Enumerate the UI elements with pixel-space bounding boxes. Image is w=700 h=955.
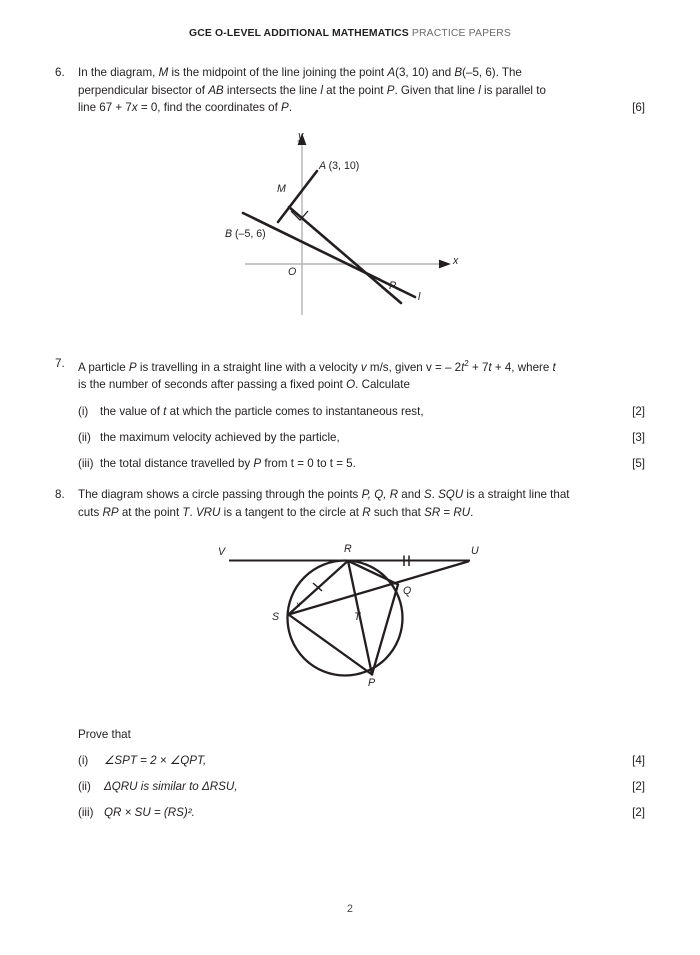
prove-body bbox=[78, 726, 645, 822]
question-8-part-i-marks: [4] bbox=[632, 754, 645, 768]
label-point-B: B (–5, 6) bbox=[225, 228, 266, 240]
question-6 bbox=[55, 64, 645, 117]
question-6-line-2 bbox=[78, 82, 645, 100]
angle-mark-S: x bbox=[296, 599, 301, 609]
q8-l2-R: R bbox=[362, 505, 371, 519]
prove-text-i: ∠SPT = 2 × ∠QPT, bbox=[104, 754, 207, 768]
running-header bbox=[0, 28, 700, 39]
q6-l1-m: M bbox=[158, 66, 169, 79]
q7-l1-t2: t bbox=[488, 360, 492, 374]
q8-l2-RP: RP bbox=[102, 505, 119, 519]
question-6-marks: [6] bbox=[632, 101, 645, 115]
label-point-S: S bbox=[272, 611, 280, 623]
q8-l2-e: such that bbox=[370, 505, 425, 519]
label-x-axis: x bbox=[453, 255, 459, 267]
question-8-prove-block bbox=[55, 726, 645, 822]
q8-l2-VRU: VRU bbox=[195, 505, 221, 519]
prove-label-i: (i) bbox=[78, 754, 89, 768]
label-point-V: V bbox=[218, 546, 226, 558]
q8-l1-a: The diagram shows a circle passing through the points bbox=[78, 488, 362, 501]
q7-l2-a: is the number of seconds after passing a fixed point bbox=[78, 378, 347, 392]
question-8-part-iii-marks: [2] bbox=[632, 806, 645, 820]
question-8 bbox=[55, 486, 645, 521]
q6-l1-B: B bbox=[454, 66, 463, 79]
label-point-P: P bbox=[389, 280, 397, 292]
label-point-M: M bbox=[277, 183, 286, 195]
q6-l2-e: is parallel to bbox=[480, 83, 546, 97]
part-label-i: (i) bbox=[78, 404, 89, 418]
prove-label-iii: (iii) bbox=[78, 806, 94, 820]
q6-l1-A: A bbox=[387, 66, 396, 79]
q8-l2-d: is a tangent to the circle at bbox=[220, 505, 363, 519]
prove-text-ii: ΔQRU is similar to ΔRSU, bbox=[104, 780, 238, 794]
q7-iii-b: from t = 0 to t = 5. bbox=[261, 456, 356, 470]
label-point-Q: Q bbox=[403, 585, 412, 597]
label-y-axis: y bbox=[298, 130, 304, 142]
q8-l2-c: . bbox=[189, 505, 196, 519]
question-7-text bbox=[78, 355, 645, 472]
q7-l1-d: + 7 bbox=[468, 360, 489, 374]
x-axis-arrowhead bbox=[439, 260, 451, 269]
circle-geometry-svg bbox=[212, 527, 492, 712]
q6-l1-b: is the midpoint of the line joining the point bbox=[168, 66, 388, 79]
q6-l3-c: . bbox=[288, 101, 292, 115]
q6-l3-P: P bbox=[281, 101, 289, 115]
label-origin: O bbox=[288, 266, 297, 278]
question-6-text bbox=[78, 64, 645, 117]
question-6-line-3 bbox=[78, 99, 645, 117]
label-point-U: U bbox=[471, 545, 479, 557]
label-line-l: l bbox=[418, 291, 421, 303]
q6-l2-P: P bbox=[386, 83, 395, 97]
q7-iii-a: the total distance travelled by bbox=[100, 456, 254, 470]
question-7 bbox=[55, 355, 645, 472]
question-7-part-iii-marks: [5] bbox=[632, 456, 645, 470]
q8-l2-SR: SR bbox=[424, 505, 441, 519]
prove-text-iii: QR × SU = (RS)². bbox=[104, 806, 195, 820]
q6-l2-l: l bbox=[320, 83, 323, 97]
chord-SP bbox=[289, 615, 373, 675]
label-point-T: T bbox=[354, 611, 361, 623]
q7-l1-c: m/s, given v = – 2 bbox=[366, 360, 462, 374]
coordinate-diagram-svg bbox=[215, 125, 490, 325]
q7-l2-O: O bbox=[346, 378, 356, 392]
q6-l1-c: (3, 10) and bbox=[395, 66, 455, 79]
q7-l1-v: v bbox=[360, 360, 367, 374]
label-point-A: A (3, 10) bbox=[319, 160, 360, 172]
question-7-part-ii-marks: [3] bbox=[632, 430, 645, 444]
page-number: 2 bbox=[347, 903, 353, 915]
question-6-line-1 bbox=[78, 64, 645, 82]
q7-l1-sup: 2 bbox=[464, 359, 469, 368]
q7-i-b: at which the particle comes to instantaneous rest, bbox=[166, 404, 424, 418]
q8-l2-g: . bbox=[470, 505, 474, 519]
question-8-line-2 bbox=[78, 504, 645, 522]
q6-l3-b: = 0, find the coordinates of bbox=[137, 101, 282, 115]
chord-RQ bbox=[348, 561, 398, 585]
q6-l2-a: perpendicular bisector of bbox=[78, 83, 209, 97]
question-7-part-i-marks: [2] bbox=[632, 404, 645, 418]
q7-l2-b: . Calculate bbox=[355, 378, 410, 392]
q7-l1-b: is travelling in a straight line with a velocity bbox=[136, 360, 361, 374]
q6-l2-c: at the point bbox=[322, 83, 387, 97]
question-7-number: 7. bbox=[55, 357, 65, 370]
question-8-part-i bbox=[78, 752, 645, 770]
part-label-ii: (ii) bbox=[78, 430, 91, 444]
question-7-line-2 bbox=[78, 376, 645, 394]
header-title-bold: GCE O-LEVEL ADDITIONAL MATHEMATICS bbox=[189, 28, 409, 39]
header-subtitle: PRACTICE PAPERS bbox=[411, 28, 511, 39]
q8-l2-b: at the point bbox=[118, 505, 183, 519]
figure-question-8 bbox=[212, 527, 492, 712]
q8-l1-pts: P, Q, R bbox=[361, 488, 399, 501]
q7-l1-t3: t bbox=[552, 360, 556, 374]
question-8-part-iii bbox=[78, 804, 645, 822]
q6-l3-a: line 67 + 7 bbox=[78, 101, 132, 115]
q8-l1-b: and bbox=[398, 488, 424, 501]
part-label-iii: (iii) bbox=[78, 456, 94, 470]
figure-question-6 bbox=[215, 125, 490, 325]
perpendicular-bisector-MP bbox=[289, 207, 401, 303]
q8-l2-RU: RU bbox=[453, 505, 471, 519]
q6-l2-b: intersects the line bbox=[223, 83, 321, 97]
q7-ii-a: the maximum velocity achieved by the particle, bbox=[100, 430, 340, 444]
question-6-number: 6. bbox=[55, 66, 65, 79]
question-7-part-ii bbox=[78, 429, 645, 447]
prove-label-ii: (ii) bbox=[78, 780, 91, 794]
q8-l1-S: S bbox=[423, 488, 432, 501]
question-8-part-ii-marks: [2] bbox=[632, 780, 645, 794]
q6-l1-a: In the diagram, bbox=[78, 66, 159, 79]
question-7-part-iii bbox=[78, 455, 645, 473]
q8-l1-c: . bbox=[431, 488, 439, 501]
q8-l2-T: T bbox=[182, 505, 190, 519]
q7-i-it: t bbox=[163, 404, 167, 418]
q7-i-a: the value of bbox=[100, 404, 164, 418]
question-7-line-1 bbox=[78, 355, 645, 376]
prove-heading: Prove that bbox=[78, 728, 131, 741]
q8-l1-d: is a straight line that bbox=[463, 488, 570, 501]
chord-QP bbox=[372, 585, 398, 675]
q7-l1-e: + 4, where bbox=[491, 360, 553, 374]
label-point-R: R bbox=[344, 543, 352, 555]
q8-l2-a: cuts bbox=[78, 505, 103, 519]
question-8-number: 8. bbox=[55, 488, 65, 501]
q8-l2-f: = bbox=[440, 505, 454, 519]
q8-l1-SQU: SQU bbox=[438, 488, 464, 501]
q6-l2-l2: l bbox=[478, 83, 481, 97]
q6-l3-x: x bbox=[131, 101, 138, 115]
question-8-part-ii bbox=[78, 778, 645, 796]
question-8-text bbox=[78, 486, 645, 521]
q7-l1-t: t bbox=[461, 360, 465, 374]
question-8-line-1 bbox=[78, 486, 645, 504]
q7-l1-P: P bbox=[128, 360, 137, 374]
label-point-P: P bbox=[368, 677, 376, 689]
question-7-part-i bbox=[78, 403, 645, 421]
q6-l2-ab: AB bbox=[208, 83, 224, 97]
q7-iii-it: P bbox=[253, 456, 262, 470]
q6-l2-d: . Given that line bbox=[394, 83, 479, 97]
q6-l1-d: (–5, 6). The bbox=[462, 66, 522, 79]
q7-l1-a: A particle bbox=[78, 360, 129, 374]
